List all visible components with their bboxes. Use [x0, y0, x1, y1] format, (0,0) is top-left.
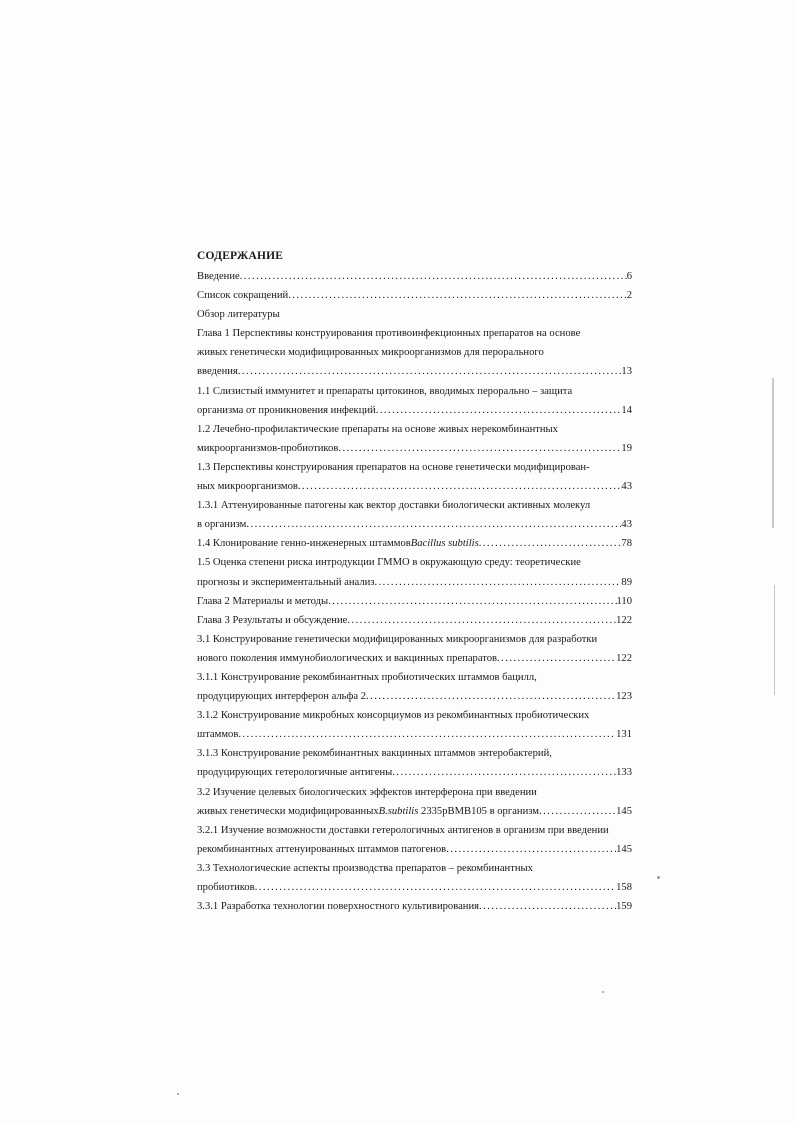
toc-entry-text: 3.3.1 Разработка технологии поверхностного культивирования — [197, 901, 479, 913]
dot-leader — [376, 401, 622, 420]
dot-leader — [328, 592, 616, 611]
toc-page-number: 78 — [621, 538, 632, 550]
toc-entry — [197, 783, 632, 821]
toc-page-number: 131 — [616, 729, 632, 741]
toc-entry — [197, 744, 632, 782]
toc-entry-leader-line — [197, 802, 632, 821]
toc-entry-leader-line — [197, 286, 632, 305]
toc-entry — [197, 305, 632, 324]
toc-entry — [197, 420, 632, 458]
toc-page-number: 159 — [616, 901, 632, 913]
toc-page-number: 110 — [616, 595, 632, 607]
toc-entry-line: Глава 1 Перспективы конструирования противоинфекционных препаратов на основе — [197, 328, 581, 340]
toc-entry-leader-line — [197, 477, 632, 496]
toc-entry-text: Список сокращений — [197, 290, 289, 302]
toc-entry-text: штаммов — [197, 729, 239, 741]
dot-leader — [238, 362, 622, 381]
toc-entry-text: организма от проникновения инфекций — [197, 404, 376, 416]
dot-leader — [288, 286, 626, 305]
toc-entry-line: 3.1.1 Конструирование рекомбинантных пробиотических штаммов бацилл, — [197, 671, 537, 683]
toc-entry-text: Глава 2 Материалы и методы — [197, 595, 329, 607]
dot-leader — [246, 515, 621, 534]
toc-page-number: 14 — [621, 404, 632, 416]
dot-leader — [497, 649, 616, 668]
toc-entry — [197, 458, 632, 496]
toc-entry-leader-line — [197, 401, 632, 420]
scan-speck — [657, 876, 660, 879]
toc-entry-leader-line — [197, 687, 632, 706]
scan-speck — [602, 991, 604, 993]
toc-entry-line: 3.1.2 Конструирование микробных консорциумов из рекомбинантных пробиотических — [197, 710, 590, 722]
toc-entry-leader-line — [197, 725, 632, 744]
toc-title: СОДЕРЖАНИЕ — [197, 250, 284, 262]
toc-entry-text: введения — [197, 366, 238, 378]
table-of-contents — [197, 247, 632, 916]
toc-entry — [197, 534, 632, 553]
toc-entry-leader-line — [197, 592, 632, 611]
toc-entry-italic-text: Bacillus subtilis — [410, 538, 479, 550]
toc-entry-leader-line — [197, 362, 632, 381]
toc-page-number: 2 — [626, 290, 632, 302]
scan-speck — [177, 1093, 179, 1095]
toc-entry-text: Обзор литературы — [197, 309, 280, 321]
toc-entry-text: Глава 3 Результаты и обсуждение — [197, 614, 348, 626]
toc-entry-text: микроорганизмов-пробиотиков — [197, 442, 339, 454]
toc-entry-leader-line — [197, 573, 632, 592]
toc-entry — [197, 611, 632, 630]
toc-entries — [197, 267, 632, 916]
toc-page-number: 19 — [621, 442, 632, 454]
toc-entry-leader-line — [197, 439, 632, 458]
toc-entry — [197, 592, 632, 611]
dot-leader — [392, 763, 616, 782]
toc-entry-line: 3.1 Конструирование генетически модифицированных микроорганизмов для разработки — [197, 633, 598, 645]
toc-page-number: 43 — [621, 481, 632, 493]
toc-page-number: 123 — [616, 691, 632, 703]
toc-entry-leader-line — [197, 878, 632, 897]
toc-page-number: 122 — [616, 652, 632, 664]
toc-entry-line: 1.2 Лечебно-профилактические препараты на основе живых нерекомбинантных — [197, 423, 558, 435]
toc-page-number: 158 — [616, 882, 632, 893]
toc-entry-line: 1.3 Перспективы конструирования препаратов на основе генетически модифицирован- — [197, 461, 590, 473]
toc-entry-text: нового поколения иммунобиологических и вакцинных препаратов — [197, 652, 498, 664]
toc-entry-leader-line — [197, 267, 632, 286]
scan-mark — [774, 585, 775, 695]
dot-leader — [338, 439, 621, 458]
toc-entry-leader-line — [197, 840, 632, 859]
dot-leader — [238, 725, 616, 744]
toc-entry — [197, 821, 632, 859]
toc-entry-leader-line — [197, 534, 632, 553]
dot-leader — [539, 802, 616, 821]
toc-entry-leader-line — [197, 649, 632, 668]
toc-entry-line: 1.1 Слизистый иммунитет и препараты цитокинов, вводимых перорально – защита — [197, 385, 573, 397]
toc-entry-leader-line — [197, 763, 632, 782]
toc-entry-leader-line — [197, 305, 632, 324]
toc-entry-line: 3.3 Технологические аспекты производства препаратов – рекомбинантных — [197, 862, 533, 874]
toc-entry — [197, 496, 632, 534]
toc-entry-text: в организм — [197, 519, 247, 531]
dot-leader — [374, 573, 621, 592]
toc-entry-text: рекомбинантных аттенуированных штаммов патогенов — [197, 843, 447, 855]
toc-entry-text: Введение — [197, 271, 240, 282]
toc-entry-text: 1.4 Клонирование генно-инженерных штаммов — [197, 538, 411, 550]
dot-leader — [479, 897, 616, 916]
dot-leader — [240, 267, 627, 286]
toc-entry-text: пробиотиков — [197, 882, 255, 893]
toc-entry — [197, 324, 632, 381]
toc-entry-text: продуцирующих интерферон альфа 2 — [197, 691, 366, 703]
toc-page-number: 13 — [621, 366, 632, 378]
toc-entry-line: 1.5 Оценка степени риска интродукции ГММО в окружающую среду: теоретические — [197, 557, 581, 569]
toc-entry — [197, 382, 632, 420]
toc-page-number: 43 — [621, 519, 632, 531]
scan-mark — [772, 378, 774, 528]
toc-entry — [197, 706, 632, 744]
dot-leader — [255, 878, 616, 897]
toc-entry-text: живых генетически модифицированных — [197, 805, 379, 817]
dot-leader — [366, 687, 616, 706]
toc-entry-text: продуцирующих гетерологичные антигены — [197, 767, 393, 779]
toc-entry — [197, 897, 632, 916]
toc-entry-leader-line — [197, 611, 632, 630]
dot-leader — [298, 477, 622, 496]
toc-entry-line: 3.2 Изучение целевых биологических эффектов интерферона при введении — [197, 786, 537, 798]
toc-page-number: 133 — [616, 767, 632, 779]
toc-entry-line: 1.3.1 Аттенуированные патогены как вектор доставки биологически активных молекул — [197, 500, 591, 512]
toc-entry — [197, 630, 632, 668]
toc-entry-text-after: 2335pBMB105 в организм — [421, 805, 539, 817]
toc-entry-line: 3.1.3 Конструирование рекомбинантных вакцинных штаммов энтеробактерий, — [197, 748, 552, 760]
toc-entry-line: живых генетически модифицированных микроорганизмов для перорального — [197, 347, 544, 359]
toc-page-number: 89 — [621, 576, 632, 588]
toc-entry-italic-text: B.subtilis — [378, 805, 419, 817]
dot-leader — [347, 611, 616, 630]
toc-entry — [197, 286, 632, 305]
toc-page-number: 145 — [616, 805, 632, 817]
toc-page-number: 145 — [616, 843, 632, 855]
toc-page-number: 122 — [616, 614, 632, 626]
dot-leader — [479, 534, 622, 553]
toc-entry — [197, 668, 632, 706]
toc-entry-leader-line — [197, 897, 632, 916]
toc-entry — [197, 553, 632, 591]
dot-leader — [446, 840, 616, 859]
toc-entry-line: 3.2.1 Изучение возможности доставки гетерологичных антигенов в организм при введении — [197, 824, 609, 836]
toc-entry-leader-line — [197, 515, 632, 534]
toc-entry-text: ных микроорганизмов — [197, 481, 298, 493]
toc-entry-text: прогнозы и экспериментальный анализ — [197, 576, 375, 588]
toc-entry — [197, 859, 632, 897]
toc-page-number: 6 — [626, 271, 632, 282]
toc-entry — [197, 267, 632, 286]
